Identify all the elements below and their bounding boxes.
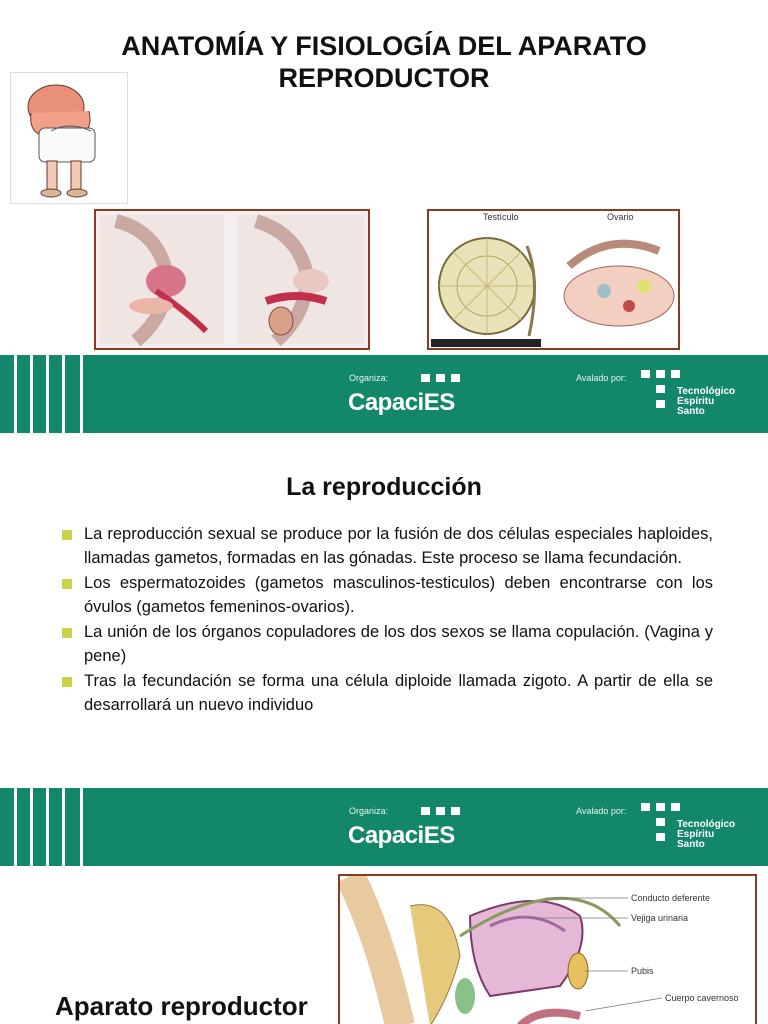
avalado-label: Avalado por: bbox=[576, 806, 627, 816]
slide-1 bbox=[0, 0, 768, 355]
slide-2-title: La reproducción bbox=[286, 473, 482, 501]
sponsor-banner bbox=[0, 355, 768, 433]
bullet-square-icon bbox=[62, 677, 72, 687]
slide-3-title: Aparato reproductor bbox=[55, 991, 308, 1021]
slide-3 bbox=[0, 866, 768, 1024]
pelvis-anatomy-image bbox=[94, 209, 370, 350]
tec-line-1: Tecnológico bbox=[677, 386, 736, 397]
avalado-label: Avalado por: bbox=[576, 373, 627, 383]
list-item: La reproducción sexual se produce por la fusión de dos células especiales haploides, llamadas gametos, formadas en las gónadas. Este proceso se llama fecundación. bbox=[60, 523, 713, 570]
label-vejiga-urinaria: Vejiga urinaria bbox=[631, 913, 689, 923]
ovary-label: Ovario bbox=[607, 212, 634, 222]
tec-line-3: Santo bbox=[677, 839, 705, 850]
sponsor-banner bbox=[0, 788, 768, 866]
gonads-diagram-image bbox=[427, 209, 680, 350]
cartoon-figure-image bbox=[10, 72, 128, 204]
bullet-list bbox=[60, 523, 713, 719]
label-conducto-deferente: Conducto deferente bbox=[631, 893, 711, 903]
organiza-label: Organiza: bbox=[349, 373, 389, 383]
testis-label: Testículo bbox=[483, 212, 519, 222]
male-pelvis-diagram-image bbox=[338, 874, 757, 1024]
organiza-label: Organiza: bbox=[349, 806, 389, 816]
label-cuerpo-cavernoso: Cuerpo cavernoso bbox=[665, 993, 739, 1003]
list-item: Los espermatozoides (gametos masculinos-testiculos) deben encontrarse con los óvulos (gametos femeninos-ovarios). bbox=[60, 572, 713, 619]
label-pubis: Pubis bbox=[631, 966, 654, 976]
capacies-logo-text: CapaciES bbox=[348, 822, 455, 849]
tec-line-1: Tecnológico bbox=[677, 819, 736, 830]
list-item: La unión de los órganos copuladores de los dos sexos se llama copulación. (Vagina y pene) bbox=[60, 621, 713, 668]
list-item: Tras la fecundación se forma una célula diploide llamada zigoto. A partir de ella se desarrollará un nuevo individuo bbox=[60, 670, 713, 717]
bullet-square-icon bbox=[62, 579, 72, 589]
capacies-logo-text: CapaciES bbox=[348, 389, 455, 416]
tec-line-2: Espíritu bbox=[677, 396, 715, 407]
slide-2 bbox=[0, 433, 768, 788]
slide-1-title: ANATOMÍA Y FISIOLOGÍA DEL APARATO REPRODUCTOR bbox=[121, 31, 647, 93]
bullet-square-icon bbox=[62, 530, 72, 540]
bullet-square-icon bbox=[62, 628, 72, 638]
tec-line-3: Santo bbox=[677, 406, 705, 417]
tec-line-2: Espíritu bbox=[677, 829, 715, 840]
